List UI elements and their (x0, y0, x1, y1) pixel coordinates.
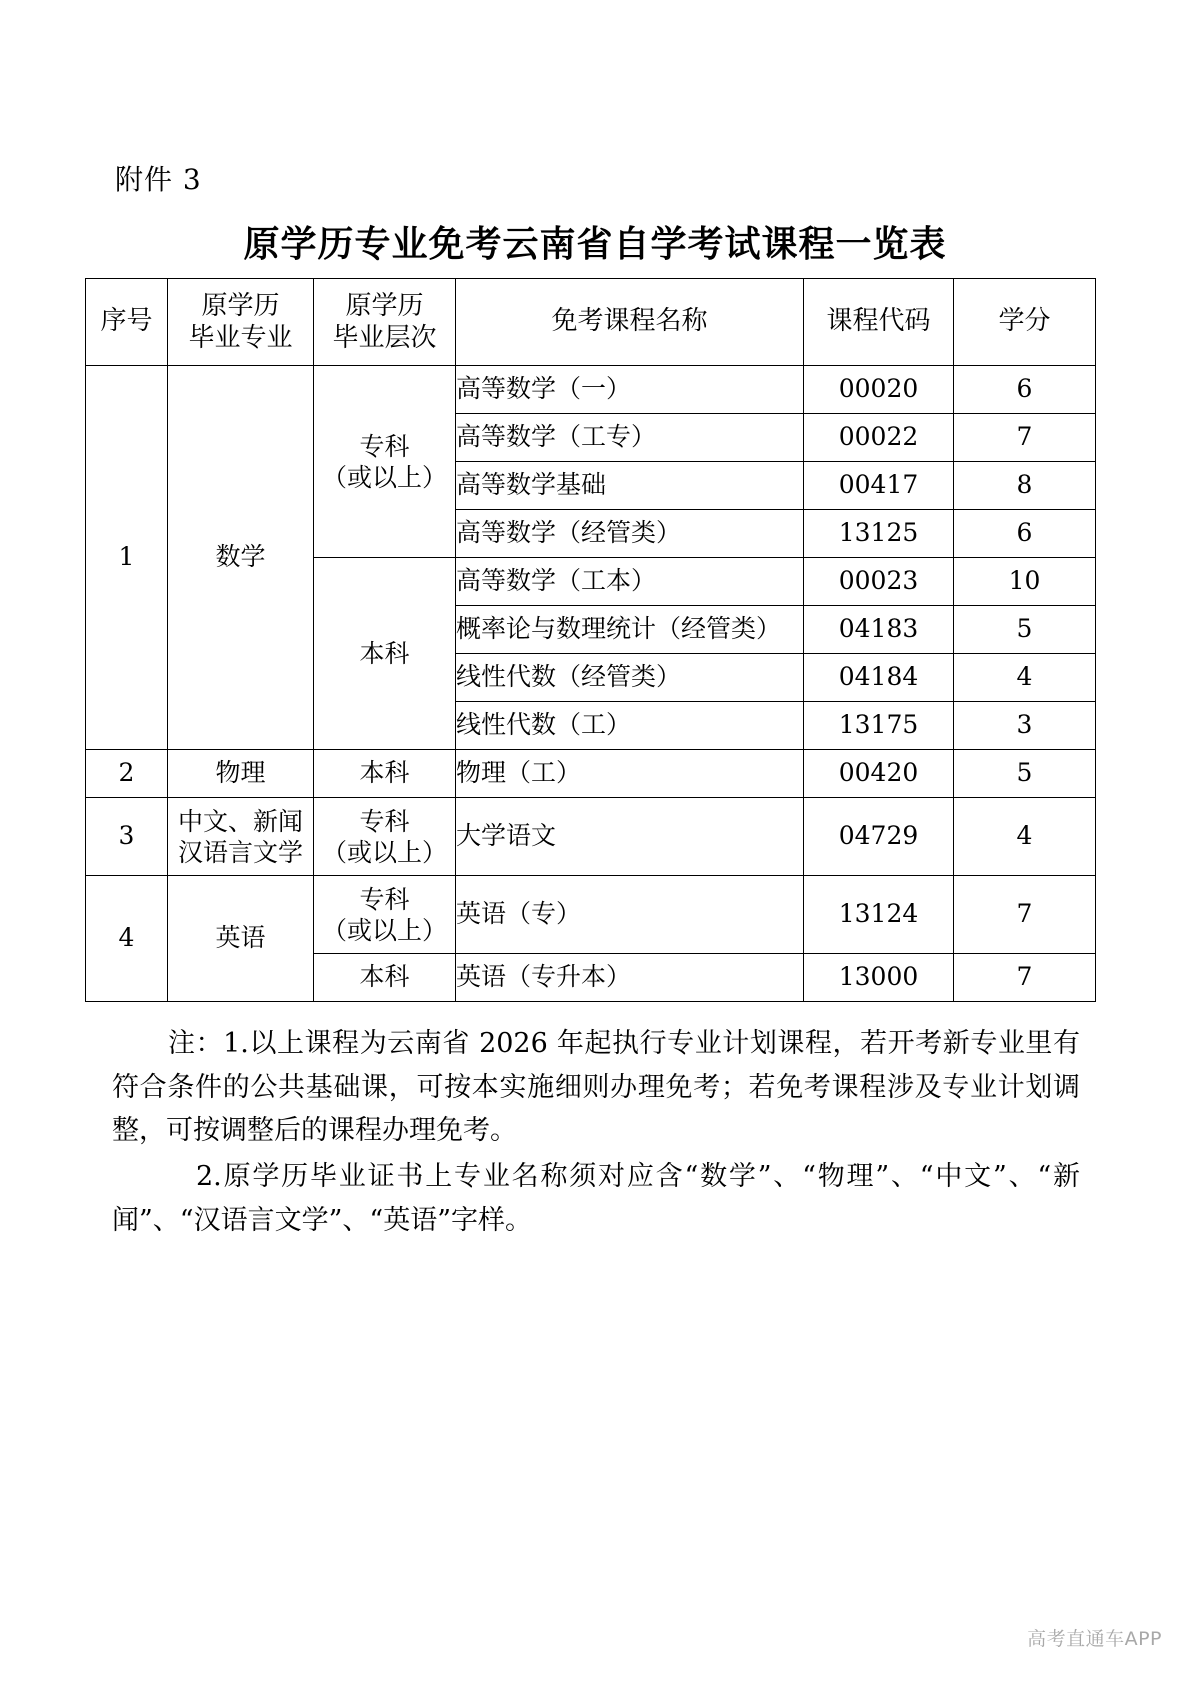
cell-major: 英语 (168, 876, 314, 1002)
cell-course-code: 00023 (804, 558, 954, 606)
column-header-level-line2: 毕业层次 (332, 323, 437, 353)
cell-level-line1: 专科 (359, 431, 410, 461)
cell-course-name: 线性代数（工） (456, 702, 804, 750)
cell-course-name: 高等数学（工本） (456, 558, 804, 606)
cell-course-code: 00420 (804, 750, 954, 798)
column-header-code: 课程代码 (804, 279, 954, 366)
cell-course-code: 13000 (804, 954, 954, 1002)
table-header-row (86, 279, 1096, 366)
note-1-text: 以上课程为云南省 2026 年起执行专业计划课程，若开考新专业里有符合条件的公共基础课，可按本实施细则办理免考；若免考课程涉及专业计划调整，可按调整后的课程办理免考。 (112, 1028, 1080, 1147)
note-1-label: 注：1. (168, 1028, 249, 1059)
cell-credit: 7 (954, 954, 1096, 1002)
cell-course-name: 高等数学基础 (456, 462, 804, 510)
cell-credit: 8 (954, 462, 1096, 510)
table-row (86, 366, 1096, 414)
table-row (86, 876, 1096, 954)
table-row (86, 798, 1096, 876)
cell-major-line2: 汉语言文学 (177, 837, 303, 867)
table-row (86, 750, 1096, 798)
note-2-text: 原学历毕业证书上专业名称须对应含“数学”、“物理”、“中文”、“新闻”、“汉语言文学”、“英语”字样。 (112, 1161, 1080, 1236)
cell-course-name: 英语（专升本） (456, 954, 804, 1002)
cell-course-code: 00022 (804, 414, 954, 462)
column-header-level (314, 279, 456, 366)
cell-major (168, 798, 314, 876)
course-exemption-table-wrap (85, 278, 1095, 1002)
column-header-major (168, 279, 314, 366)
course-exemption-table (85, 278, 1096, 1002)
cell-course-code: 13125 (804, 510, 954, 558)
column-header-major-line2: 毕业专业 (188, 323, 293, 353)
cell-major: 数学 (168, 366, 314, 750)
notes-section (112, 1022, 1080, 1245)
cell-level-line1: 专科 (359, 884, 410, 914)
cell-credit: 4 (954, 798, 1096, 876)
column-header-course: 免考课程名称 (456, 279, 804, 366)
cell-course-name: 高等数学（一） (456, 366, 804, 414)
cell-course-name: 大学语文 (456, 798, 804, 876)
column-header-index: 序号 (86, 279, 168, 366)
cell-credit: 7 (954, 414, 1096, 462)
column-header-credit: 学分 (954, 279, 1096, 366)
cell-course-name: 英语（专） (456, 876, 804, 954)
cell-level: 本科 (314, 750, 456, 798)
column-header-level-line1: 原学历 (345, 290, 424, 321)
cell-level (314, 558, 456, 750)
cell-course-name: 物理（工） (456, 750, 804, 798)
table-body (86, 366, 1096, 1002)
attachment-label: 附件 3 (115, 163, 202, 196)
cell-index: 1 (86, 366, 168, 750)
cell-level (314, 366, 456, 558)
cell-major-line1: 中文、新闻 (177, 806, 303, 836)
cell-level: 本科 (314, 954, 456, 1002)
cell-index: 4 (86, 876, 168, 1002)
cell-level (314, 798, 456, 876)
cell-course-code: 04729 (804, 798, 954, 876)
note-item-1 (112, 1022, 1080, 1153)
column-header-major-line1: 原学历 (201, 290, 280, 321)
cell-course-code: 04184 (804, 654, 954, 702)
cell-level-line1: 专科 (359, 806, 410, 836)
cell-course-code: 13175 (804, 702, 954, 750)
cell-course-code: 04183 (804, 606, 954, 654)
cell-credit: 6 (954, 510, 1096, 558)
cell-course-code: 00417 (804, 462, 954, 510)
table-header (86, 279, 1096, 366)
cell-level-line2: （或以上） (321, 462, 447, 492)
cell-credit: 10 (954, 558, 1096, 606)
cell-credit: 5 (954, 750, 1096, 798)
cell-level (314, 876, 456, 954)
cell-level-line2: （或以上） (321, 915, 447, 945)
cell-credit: 6 (954, 366, 1096, 414)
cell-course-code: 13124 (804, 876, 954, 954)
page-title: 原学历专业免考云南省自学考试课程一览表 (243, 223, 947, 265)
cell-course-name: 概率论与数理统计（经管类） (456, 606, 804, 654)
cell-course-code: 00020 (804, 366, 954, 414)
cell-credit: 7 (954, 876, 1096, 954)
cell-course-name: 高等数学（工专） (456, 414, 804, 462)
cell-course-name: 高等数学（经管类） (456, 510, 804, 558)
cell-level-line1: 本科 (359, 639, 410, 668)
cell-credit: 5 (954, 606, 1096, 654)
note-2-label: 2. (196, 1161, 222, 1193)
note-item-2 (112, 1155, 1080, 1242)
cell-course-name: 线性代数（经管类） (456, 654, 804, 702)
cell-credit: 4 (954, 654, 1096, 702)
cell-credit: 3 (954, 702, 1096, 750)
cell-index: 2 (86, 750, 168, 798)
cell-level-line2: （或以上） (321, 837, 447, 867)
cell-index: 3 (86, 798, 168, 876)
cell-major: 物理 (168, 750, 314, 798)
watermark-label: 高考直通车APP (1027, 1628, 1162, 1650)
